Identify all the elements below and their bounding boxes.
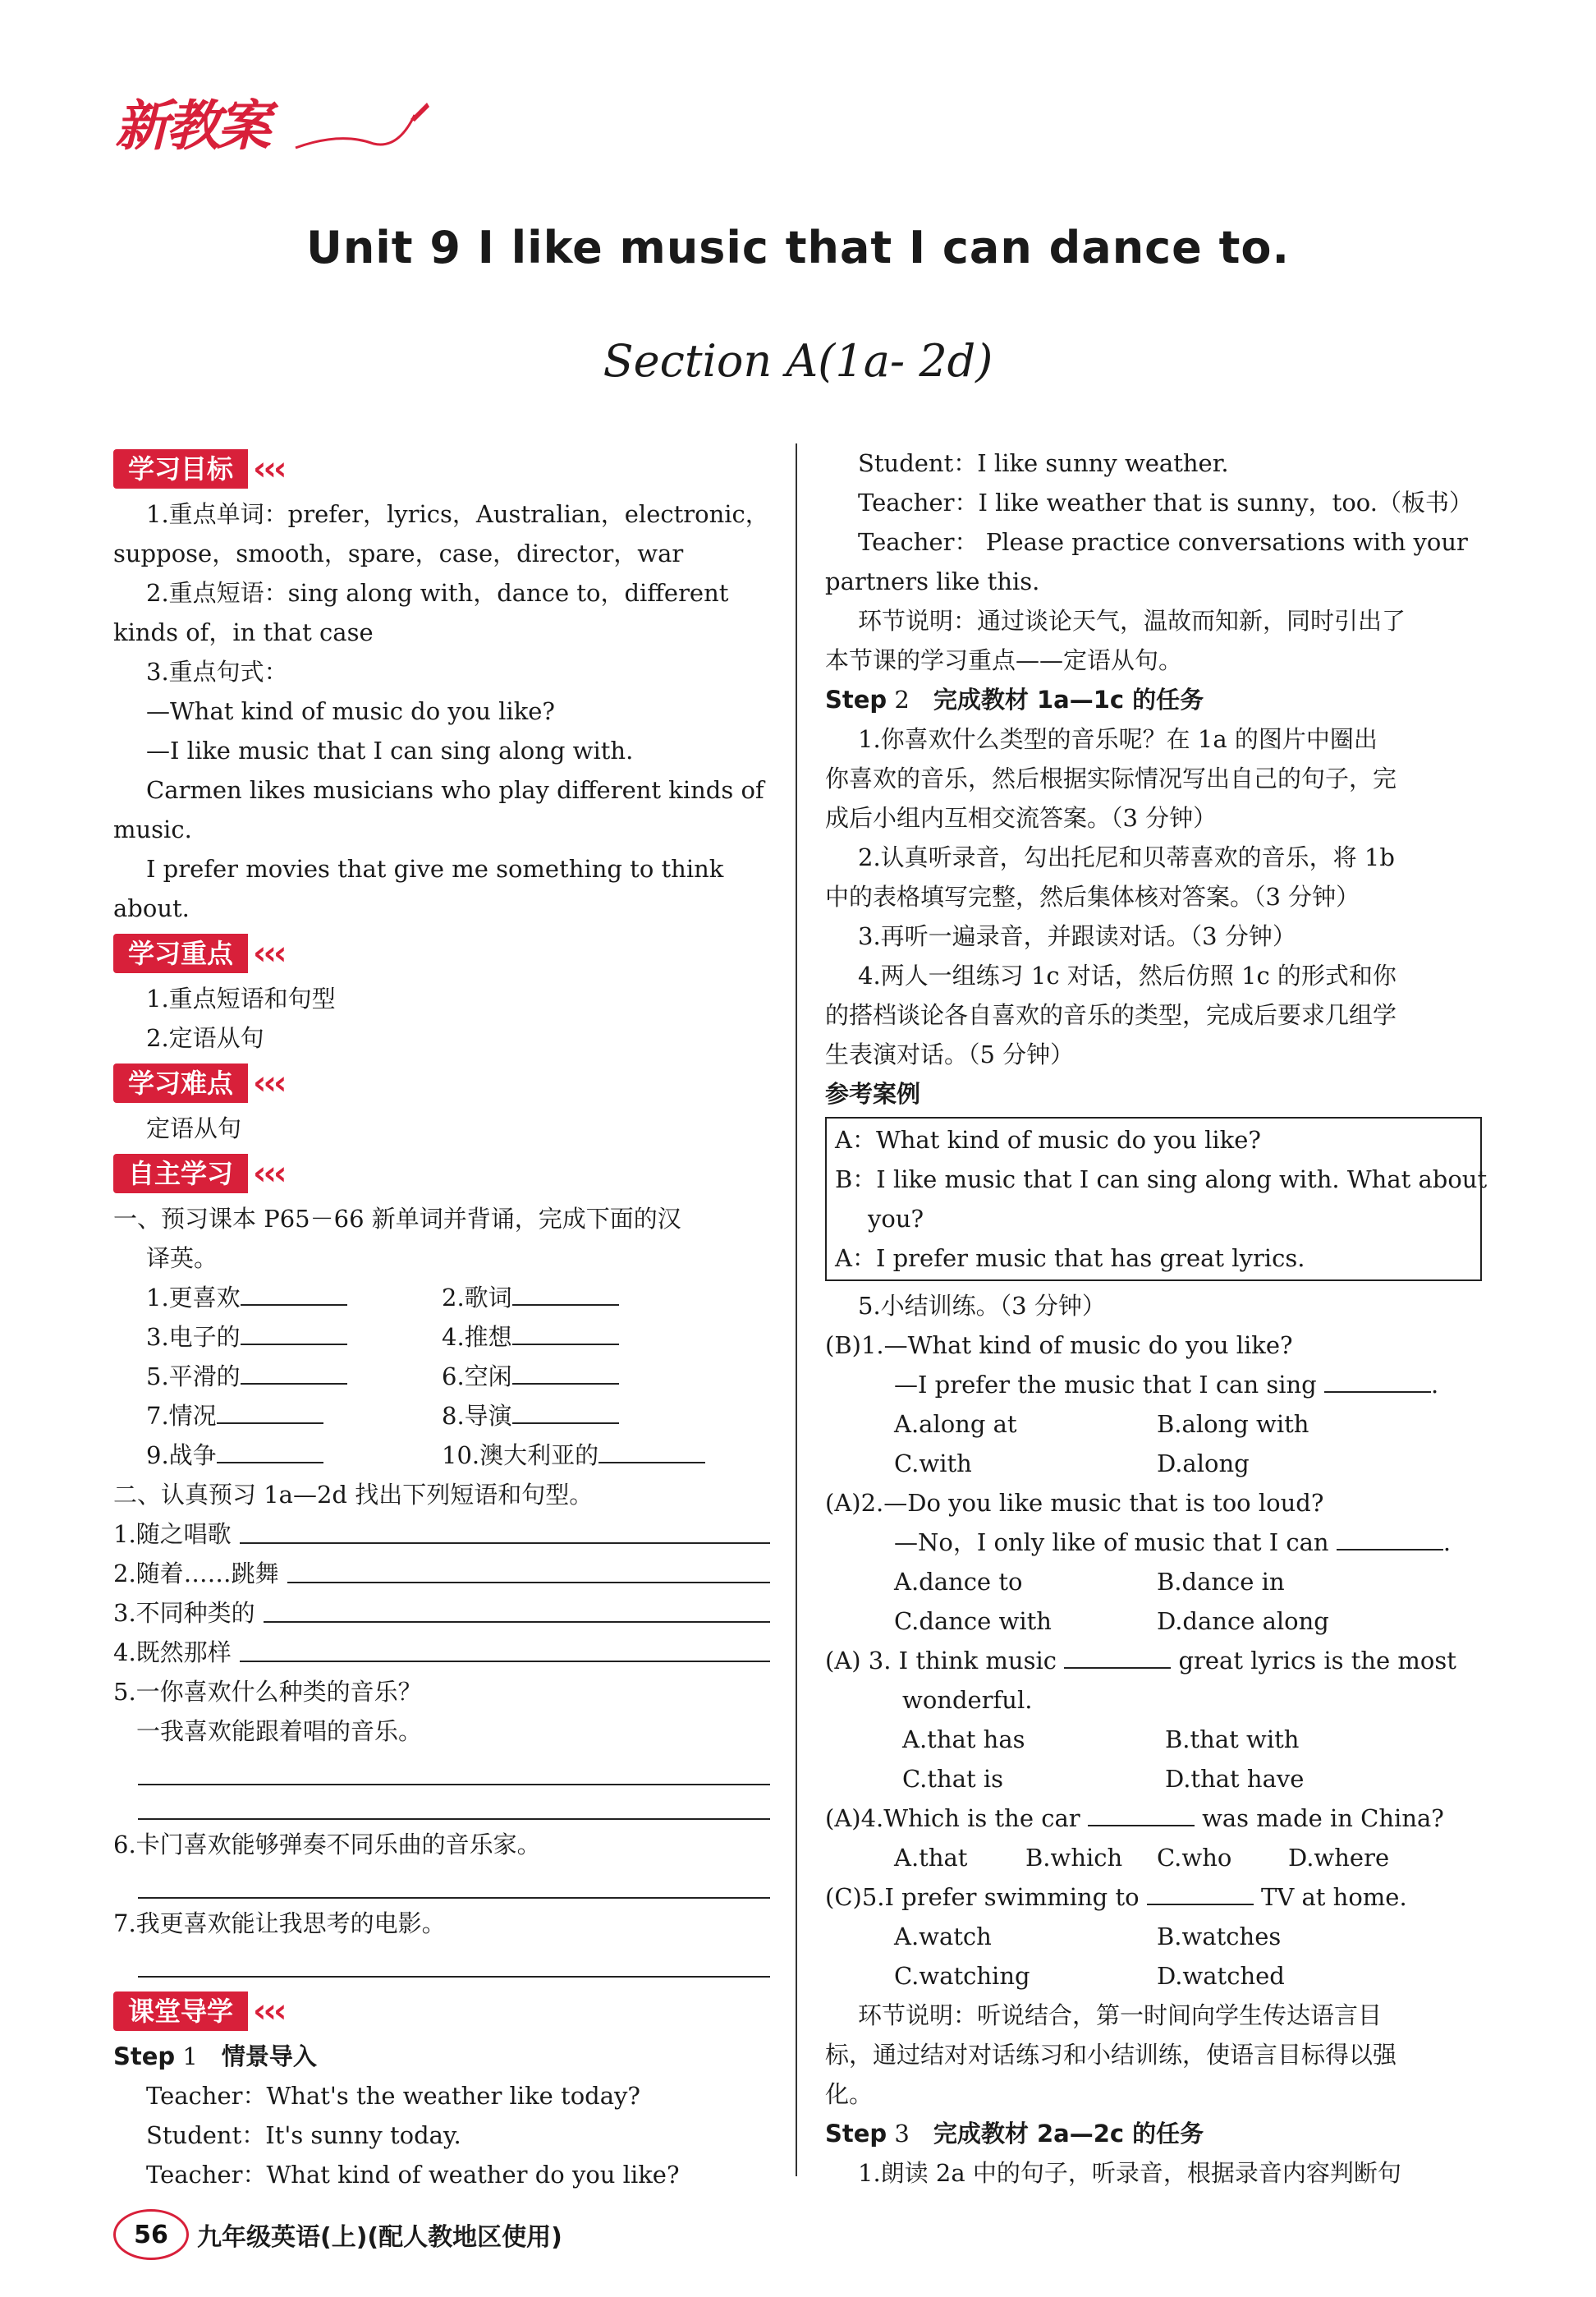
answer-blank[interactable] bbox=[241, 1319, 347, 1345]
section-title: Section A(1a- 2d) bbox=[603, 335, 993, 387]
mc-question-text: (C)5.I prefer swimming to bbox=[825, 1883, 1140, 1911]
reference-line: A：I prefer music that has great lyrics. bbox=[835, 1244, 1305, 1272]
step-label: Step bbox=[113, 2042, 176, 2070]
mc-question: (B)1.—What kind of music do you like? bbox=[825, 1331, 1293, 1359]
mc-question-text: —I prefer the music that I can sing bbox=[894, 1371, 1317, 1399]
phrase-row bbox=[113, 1633, 770, 1672]
vocab-row bbox=[113, 1357, 770, 1396]
reference-title: 参考案例 bbox=[825, 1080, 921, 1108]
vocab-item: 2.歌词 bbox=[442, 1284, 512, 1312]
vocab-row bbox=[113, 1436, 770, 1475]
dialog-line: Teacher： Please practice conversations with your bbox=[858, 528, 1468, 556]
pencil-icon bbox=[291, 99, 431, 156]
vocab-item: 4.推想 bbox=[442, 1323, 512, 1351]
header-label: 学习目标 bbox=[113, 449, 248, 489]
phrase-item: 2.随着……跳舞 bbox=[113, 1560, 279, 1587]
header-key bbox=[113, 931, 770, 976]
header-goals bbox=[113, 447, 770, 491]
step-title: 情景导入 bbox=[221, 2042, 317, 2070]
vocab-row bbox=[113, 1278, 770, 1317]
answer-line[interactable] bbox=[138, 1751, 770, 1785]
step-title: 完成教材 1a—1c 的任务 bbox=[933, 686, 1204, 714]
page-footer bbox=[113, 2209, 562, 2260]
answer-blank[interactable] bbox=[287, 1554, 770, 1583]
key-line: 1.重点短语和句型 bbox=[146, 985, 336, 1013]
mc-option[interactable]: B.dance in bbox=[1157, 1568, 1285, 1596]
step-number: 1 bbox=[182, 2042, 198, 2070]
answer-blank[interactable] bbox=[512, 1358, 619, 1385]
mc-option[interactable]: B.watches bbox=[1157, 1923, 1282, 1950]
mc-option[interactable]: A.that has bbox=[902, 1725, 1025, 1753]
task-line: 1.你喜欢什么类型的音乐呢？在 1a 的图片中圈出 bbox=[858, 725, 1378, 753]
task-line: 2.认真听录音，勾出托尼和贝蒂喜欢的音乐，将 1b bbox=[858, 843, 1395, 871]
task-line: 你喜欢的音乐，然后根据实际情况写出自己的句子，完 bbox=[825, 765, 1397, 792]
answer-blank[interactable] bbox=[241, 1279, 347, 1306]
left-column bbox=[113, 443, 770, 2194]
answer-blank[interactable] bbox=[1324, 1367, 1431, 1393]
goal-line: about. bbox=[113, 894, 190, 922]
mc-question-cont: —I prefer the music that I can sing . bbox=[825, 1365, 1482, 1404]
dialog-line: Teacher：What kind of weather do you like? bbox=[146, 2161, 680, 2189]
mc-question: (A)2.—Do you like music that is too loud? bbox=[825, 1489, 1324, 1517]
answer-blank[interactable] bbox=[512, 1398, 619, 1424]
arrows-icon: ‹‹‹ bbox=[253, 450, 284, 488]
header-self-study bbox=[113, 1151, 770, 1196]
step-number: 3 bbox=[894, 2120, 910, 2148]
task-line: 中的表格填写完整，然后集体核对答案。（3 分钟） bbox=[825, 883, 1360, 911]
vocab-item: 1.更喜欢 bbox=[146, 1284, 241, 1312]
answer-blank[interactable] bbox=[512, 1319, 619, 1345]
vocab-item: 5.平滑的 bbox=[146, 1362, 241, 1390]
publisher-logo bbox=[115, 82, 427, 160]
arrows-icon: ‹‹‹ bbox=[253, 1992, 284, 2030]
answer-blank[interactable] bbox=[1147, 1879, 1254, 1905]
mc-option[interactable]: C.dance with bbox=[894, 1607, 1052, 1635]
task-line: 成后小组内互相交流答案。（3 分钟） bbox=[825, 804, 1218, 832]
mc-question-cont: wonderful. bbox=[902, 1686, 1033, 1714]
mc-options bbox=[825, 1404, 1482, 1444]
mc-options bbox=[825, 1917, 1482, 1956]
goal-line: 3.重点句式： bbox=[146, 658, 288, 686]
step1-heading bbox=[113, 2037, 770, 2076]
mc-option[interactable]: C.that is bbox=[902, 1765, 1004, 1793]
header-difficulty bbox=[113, 1061, 770, 1105]
answer-blank[interactable] bbox=[1337, 1524, 1443, 1550]
header-label: 课堂导学 bbox=[113, 1991, 248, 2031]
phrase-row bbox=[113, 1554, 770, 1593]
task-line: 4.两人一组练习 1c 对话，然后仿照 1c 的形式和你 bbox=[858, 962, 1396, 990]
answer-blank[interactable] bbox=[240, 1633, 770, 1662]
step-title: 完成教材 2a—2c 的任务 bbox=[933, 2120, 1204, 2148]
answer-line[interactable] bbox=[138, 1943, 770, 1978]
difficulty-line: 定语从句 bbox=[146, 1114, 242, 1142]
goal-line: —I like music that I can sing along with. bbox=[146, 737, 634, 765]
note-line: 环节说明：听说结合，第一时间向学生传达语言目 bbox=[858, 2001, 1383, 2029]
answer-blank[interactable] bbox=[598, 1437, 705, 1463]
answer-blank[interactable] bbox=[1088, 1800, 1195, 1826]
dialog-line: Student：I like sunny weather. bbox=[858, 449, 1229, 477]
reference-line: you? bbox=[868, 1205, 924, 1233]
reference-line: B：I like music that I can sing along with. What about bbox=[835, 1165, 1488, 1193]
answer-blank[interactable] bbox=[512, 1279, 619, 1306]
note-line: 标，通过结对对话练习和小结训练，使语言目标得以强 bbox=[825, 2041, 1397, 2069]
instruction-line: 二、认真预习 1a—2d 找出下列短语和句型。 bbox=[113, 1481, 594, 1509]
question-line: 一我喜欢能跟着唱的音乐。 bbox=[136, 1717, 423, 1745]
answer-blank[interactable] bbox=[240, 1514, 770, 1544]
answer-blank[interactable] bbox=[264, 1593, 770, 1623]
mc-option[interactable]: C.with bbox=[894, 1449, 972, 1477]
answer-line[interactable] bbox=[138, 1785, 770, 1820]
column-divider bbox=[796, 443, 797, 2176]
task-line: 1.朗读 2a 中的句子，听录音，根据录音内容判断句 bbox=[858, 2159, 1401, 2187]
mc-options bbox=[825, 1956, 1482, 1996]
step-number: 2 bbox=[894, 686, 910, 714]
vocab-item: 7.情况 bbox=[146, 1402, 217, 1430]
vocab-row bbox=[113, 1317, 770, 1357]
header-label: 学习难点 bbox=[113, 1064, 248, 1103]
mc-question bbox=[825, 1641, 1482, 1680]
mc-option[interactable]: D.where bbox=[1288, 1844, 1390, 1872]
header-label: 自主学习 bbox=[113, 1154, 248, 1193]
mc-options bbox=[825, 1720, 1482, 1759]
mc-option[interactable]: C.watching bbox=[894, 1962, 1030, 1990]
footer-text: 九年级英语(上)(配人教地区使用) bbox=[197, 2223, 562, 2252]
mc-question bbox=[825, 1877, 1482, 1917]
question-line: 6.卡门喜欢能够弹奏不同乐曲的音乐家。 bbox=[113, 1831, 541, 1858]
mc-option[interactable]: C.who bbox=[1157, 1844, 1232, 1872]
note-line: 本节课的学习重点——定语从句。 bbox=[825, 646, 1183, 674]
task-line: 生表演对话。（5 分钟） bbox=[825, 1041, 1075, 1068]
step-label: Step bbox=[825, 2120, 887, 2148]
goal-line: —What kind of music do you like? bbox=[146, 697, 555, 725]
right-column bbox=[825, 443, 1488, 2193]
dialog-line: partners like this. bbox=[825, 567, 1040, 595]
mc-question-text: TV at home. bbox=[1261, 1883, 1407, 1911]
dialog-line: Student：It's sunny today. bbox=[146, 2121, 461, 2149]
instruction-line: 译英。 bbox=[146, 1244, 218, 1272]
mc-question-text: great lyrics is the most bbox=[1178, 1647, 1456, 1675]
mc-option[interactable]: D.watched bbox=[1157, 1962, 1285, 1990]
phrase-item: 1.随之唱歌 bbox=[113, 1520, 232, 1548]
phrase-item: 3.不同种类的 bbox=[113, 1599, 255, 1627]
answer-line[interactable] bbox=[138, 1864, 770, 1899]
goal-line: I prefer movies that give me something to think bbox=[146, 855, 724, 883]
dialog-line: Teacher：What's the weather like today? bbox=[146, 2082, 640, 2110]
arrows-icon: ‹‹‹ bbox=[253, 1155, 284, 1192]
vocab-item: 3.电子的 bbox=[146, 1323, 241, 1351]
mc-option[interactable]: A.dance to bbox=[894, 1568, 1023, 1596]
mc-option[interactable]: D.along bbox=[1157, 1449, 1250, 1477]
mc-option[interactable]: D.dance along bbox=[1157, 1607, 1329, 1635]
mc-question-text: —No，I only like of music that I can bbox=[894, 1528, 1329, 1556]
instruction-line: 一、预习课本 P65－66 新单词并背诵，完成下面的汉 bbox=[113, 1205, 681, 1233]
mc-question-text: (A)4.Which is the car bbox=[825, 1804, 1080, 1832]
note-line: 环节说明：通过谈论天气，温故而知新，同时引出了 bbox=[858, 607, 1406, 635]
mc-option[interactable]: D.that have bbox=[1165, 1765, 1305, 1793]
phrase-row bbox=[113, 1593, 770, 1633]
mc-options bbox=[825, 1838, 1482, 1877]
step-label: Step bbox=[825, 686, 887, 714]
question-line: 5.一你喜欢什么种类的音乐？ bbox=[113, 1678, 422, 1706]
goal-line: music. bbox=[113, 815, 192, 843]
step2-heading bbox=[825, 680, 1482, 719]
key-line: 2.定语从句 bbox=[146, 1024, 264, 1052]
vocab-row bbox=[113, 1396, 770, 1436]
goal-line: Carmen likes musicians who play different kinds of bbox=[146, 776, 764, 804]
mc-options bbox=[825, 1444, 1482, 1483]
task-line: 3.再听一遍录音，并跟读对话。（3 分钟） bbox=[858, 922, 1296, 950]
unit-title: Unit 9 I like music that I can dance to. bbox=[305, 222, 1291, 273]
vocab-item: 9.战争 bbox=[146, 1441, 217, 1469]
phrase-item: 4.既然那样 bbox=[113, 1638, 232, 1666]
header-classroom bbox=[113, 1989, 770, 2033]
question-line: 7.我更喜欢能让我思考的电影。 bbox=[113, 1909, 446, 1937]
mc-question-cont: —No，I only like of music that I can . bbox=[825, 1523, 1482, 1562]
vocab-item: 10.澳大利亚的 bbox=[442, 1441, 599, 1469]
note-line: 化。 bbox=[825, 2080, 874, 2108]
phrase-row bbox=[113, 1514, 770, 1554]
logo-text: 新教案 bbox=[115, 94, 268, 158]
task-line: 的搭档谈论各自喜欢的音乐的类型，完成后要求几组学 bbox=[825, 1001, 1397, 1029]
vocab-item: 6.空闲 bbox=[442, 1362, 512, 1390]
goal-line: 1.重点单词：prefer，lyrics，Australian，electronic， bbox=[146, 500, 769, 528]
dialog-line: Teacher：I like weather that is sunny，too.（板书） bbox=[858, 489, 1473, 517]
vocab-item: 8.导演 bbox=[442, 1402, 512, 1430]
header-label: 学习重点 bbox=[113, 934, 248, 973]
mc-option[interactable]: B.along with bbox=[1157, 1410, 1309, 1438]
answer-blank[interactable] bbox=[241, 1358, 347, 1385]
mc-options bbox=[825, 1601, 1482, 1641]
answer-blank[interactable] bbox=[217, 1437, 323, 1463]
answer-blank[interactable] bbox=[217, 1398, 323, 1424]
page-number: 56 bbox=[113, 2209, 189, 2260]
step3-heading bbox=[825, 2114, 1482, 2153]
mc-question-text: was made in China? bbox=[1202, 1804, 1444, 1832]
arrows-icon: ‹‹‹ bbox=[253, 935, 284, 972]
goal-line: 2.重点短语：sing along with，dance to，different bbox=[146, 579, 729, 607]
reference-box bbox=[825, 1117, 1488, 1281]
goal-line: suppose，smooth，spare，case，director，war bbox=[113, 540, 684, 567]
arrows-icon: ‹‹‹ bbox=[253, 1064, 284, 1102]
mc-question bbox=[825, 1799, 1482, 1838]
mc-option[interactable]: B.that with bbox=[1165, 1725, 1300, 1753]
answer-blank[interactable] bbox=[1064, 1642, 1171, 1669]
reference-line: A：What kind of music do you like? bbox=[835, 1126, 1261, 1154]
goal-line: kinds of，in that case bbox=[113, 618, 374, 646]
mc-option[interactable]: A.along at bbox=[894, 1410, 1017, 1438]
exercise-title: 5.小结训练。（3 分钟） bbox=[858, 1292, 1106, 1320]
mc-question-text: (A) 3. I think music bbox=[825, 1647, 1057, 1675]
mc-options bbox=[825, 1562, 1482, 1601]
mc-option[interactable]: A.that bbox=[894, 1844, 968, 1872]
mc-options bbox=[825, 1759, 1482, 1799]
mc-option[interactable]: A.watch bbox=[894, 1923, 992, 1950]
mc-option[interactable]: B.which bbox=[1025, 1844, 1123, 1872]
